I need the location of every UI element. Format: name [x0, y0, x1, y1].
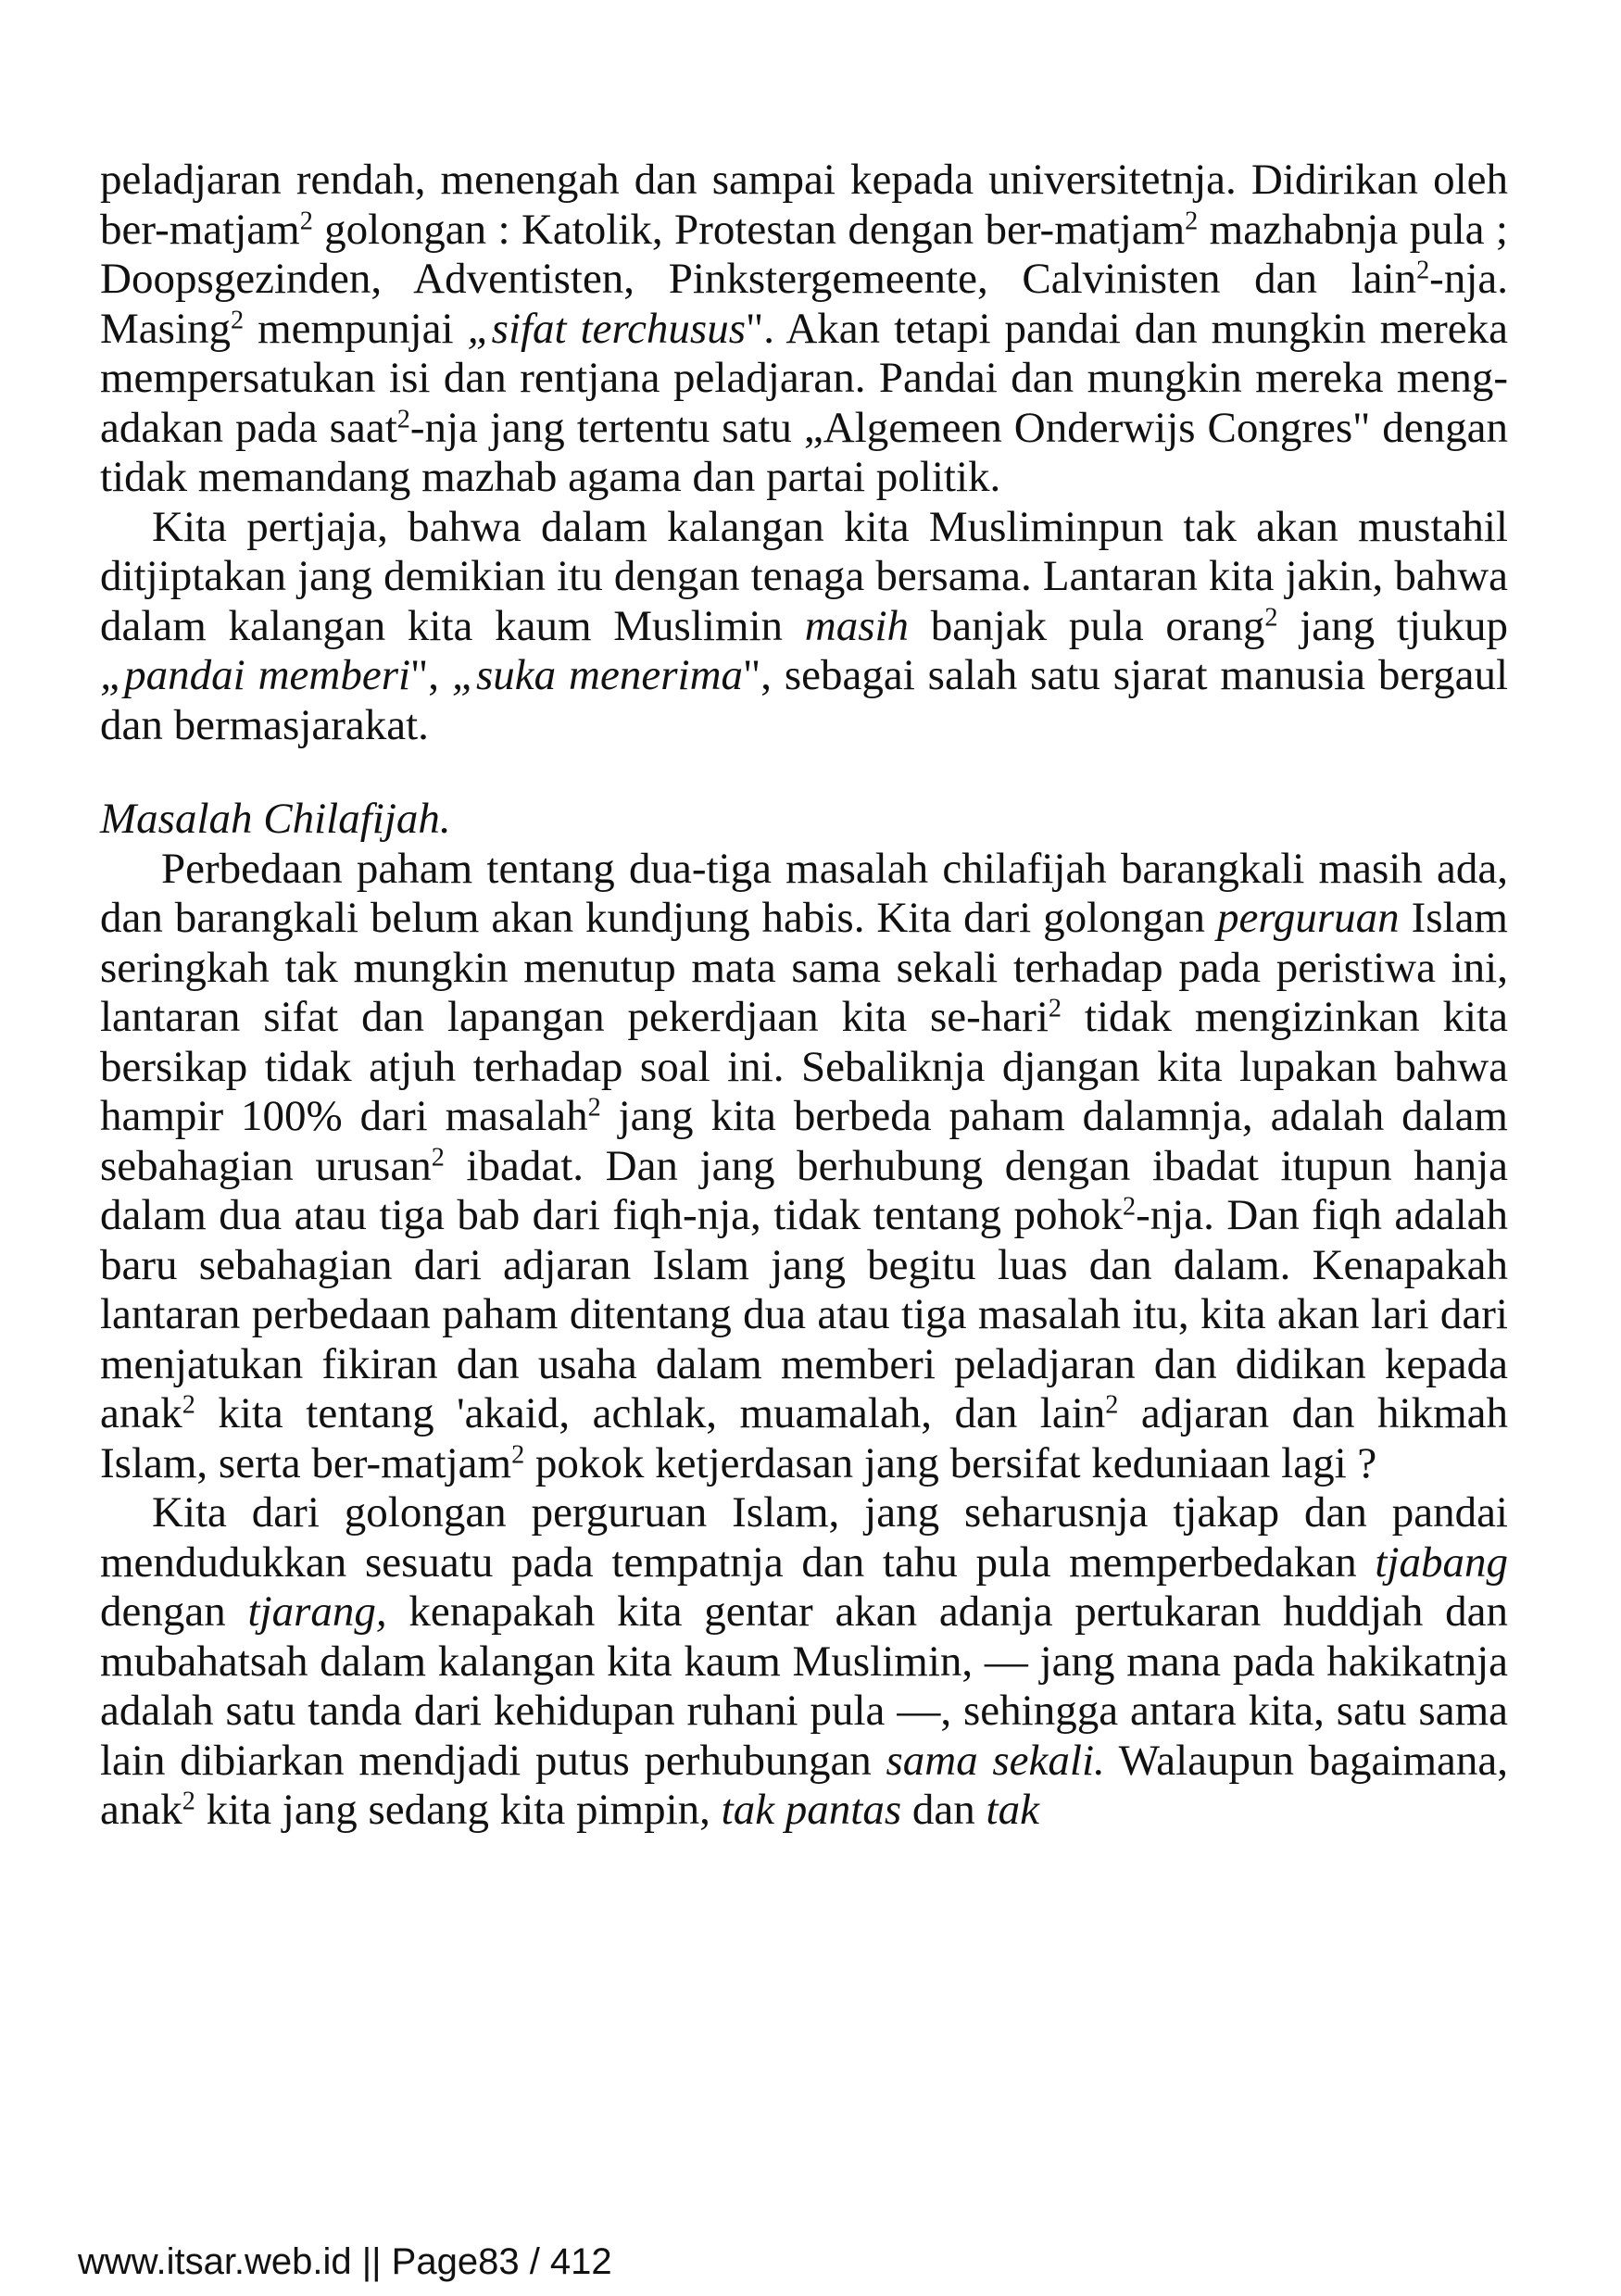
text-run: Perbedaan paham tentang dua-tiga masalah chilafijah barangkali masih ada, dan barangkali belum akan kundjung habis. Kita dari golongan — [100, 844, 1508, 942]
paragraph-1 — [100, 156, 1508, 503]
text-run: Kita pertjaja, bahwa dalam kalangan kita Musliminpun tak akan mustahil ditjiptakan jang demikian itu dengan tenaga bersama. Lantaran kita jakin, bahwa dalam kalangan kita kaum Muslimin — [100, 502, 1508, 650]
text-run: Kita dari golongan perguruan Islam, jang seharusnja tjakap dan pandai mendudukkan sesuatu pada tempatnja dan tahu pula memperbedakan — [100, 1488, 1508, 1587]
text-run: Islam seringkah tak mungkin menutup mata sama sekali terhadap pada peristiwa ini, lantaran sifat dan lapangan pekerdjaan kita se-hari — [100, 894, 1508, 1041]
text-run: jang tjukup — [1277, 601, 1508, 650]
italic-run: tak pantas — [721, 1786, 902, 1834]
section-heading: Masalah Chilafijah. — [100, 795, 451, 843]
superscript-two: 2 — [182, 1390, 195, 1420]
superscript-two: 2 — [1105, 1390, 1119, 1420]
italic-run: masih — [804, 601, 910, 650]
text-run: -nja. Dan fiqh adalah baru sebahagian dari adjaran Islam jang begitu luas dan dalam. Kenapakah lantaran perbedaan paham ditentang dua atau tiga masalah itu, kita akan lari dari menjatukan fikiran dan usaha dalam memberi peladjaran dan didikan kepada anak — [100, 1191, 1508, 1437]
text-run: mempunjai — [244, 304, 468, 353]
italic-run: „pandai memberi — [100, 651, 411, 699]
body-text — [100, 156, 1508, 1836]
text-run: kenapakah kita gentar akan adanja pertukaran huddjah dan mubahatsah dalam kalangan kita kaum Muslimin, — jang mana pada hakikatnja adalah satu tanda dari kehidupan ruhani pula —, sehingga antara kita, satu sama lain dibiarkan mendjadi putus perhubungan — [100, 1587, 1508, 1785]
text-run: -nja. Masing — [100, 255, 1508, 353]
superscript-two: 2 — [1048, 994, 1062, 1023]
text-run: kita tentang 'akaid, achlak, muamalah, dan lain — [195, 1389, 1106, 1437]
text-run: pokok ketjerdasan jang bersifat keduniaan lagi ? — [524, 1438, 1377, 1487]
italic-run: tjarang, — [247, 1587, 387, 1636]
text-run: banjak pula orang — [909, 601, 1265, 650]
section-gap — [100, 750, 1508, 795]
text-run: golongan : Katolik, Protestan dengan ber-matjam — [312, 205, 1186, 254]
text-run: jang kita berbeda paham dalamnja, adalah dalam sebahagian urusan — [100, 1092, 1508, 1190]
text-run: dan — [901, 1786, 986, 1834]
superscript-two: 2 — [431, 1143, 445, 1172]
text-run: Walaupun bagaimana, anak — [100, 1736, 1508, 1834]
text-run: tidak mengizinkan kita bersikap tidak atjuh terhadap soal ini. Sebaliknja djangan kita lupakan bahwa hampir 100% dari masalah — [100, 993, 1508, 1140]
italic-run: „sifat terchusus — [467, 304, 747, 353]
text-run: dengan — [100, 1587, 248, 1636]
italic-run: sama sekali. — [886, 1736, 1105, 1785]
superscript-two: 2 — [396, 405, 410, 433]
text-run: ". Akan tetapi pandai dan mungkin mereka mempersatukan isi dan rentjana peladjaran. Pandai dan mungkin mereka mengadakan pada saat — [100, 304, 1508, 452]
text-run: ", — [410, 651, 452, 699]
paragraph-2 — [100, 503, 1508, 751]
text-run: -nja jang tertentu satu „Algemeen Onderwijs Congres" dengan tidak memandang mazhab agama dan partai politik. — [100, 403, 1509, 501]
text-run: ", sebagai salah satu sjarat manusia bergaul dan bermasjarakat. — [100, 651, 1508, 749]
text-run: kita jang sedang kita pimpin, — [195, 1786, 722, 1834]
text-run: mazhabnja pula ; Doopsgezinden, Adventisten, Pinkstergemeente, Calvinisten dan lain — [100, 205, 1508, 303]
italic-run: „suka menerima — [451, 651, 744, 699]
text-run: adjaran dan hikmah Islam, serta ber-matjam — [100, 1389, 1508, 1487]
italic-run: tak — [986, 1786, 1039, 1834]
italic-run: perguruan — [1216, 894, 1400, 942]
paragraph-4 — [100, 1488, 1508, 1836]
superscript-two: 2 — [1185, 207, 1199, 235]
paragraph-3 — [100, 845, 1508, 1489]
superscript-two: 2 — [231, 306, 245, 334]
superscript-two: 2 — [299, 207, 313, 235]
italic-run: tjabang — [1375, 1537, 1508, 1587]
page-footer: www.itsar.web.id || Page83 / 412 — [78, 2241, 612, 2282]
superscript-two: 2 — [1264, 603, 1278, 632]
superscript-two: 2 — [1123, 1192, 1137, 1222]
text-run: peladjaran rendah, menengah dan sampai kepada universitetnja. Didirikan oleh ber-matjam — [100, 156, 1508, 254]
superscript-two: 2 — [182, 1787, 195, 1816]
superscript-two: 2 — [511, 1440, 525, 1469]
superscript-two: 2 — [1416, 256, 1430, 285]
superscript-two: 2 — [587, 1093, 601, 1123]
text-run: ibadat. Dan jang berhubung dengan ibadat itupun hanja dalam dua atau tiga bab dari fiqh-nja, tidak tentang pohok — [100, 1141, 1508, 1239]
